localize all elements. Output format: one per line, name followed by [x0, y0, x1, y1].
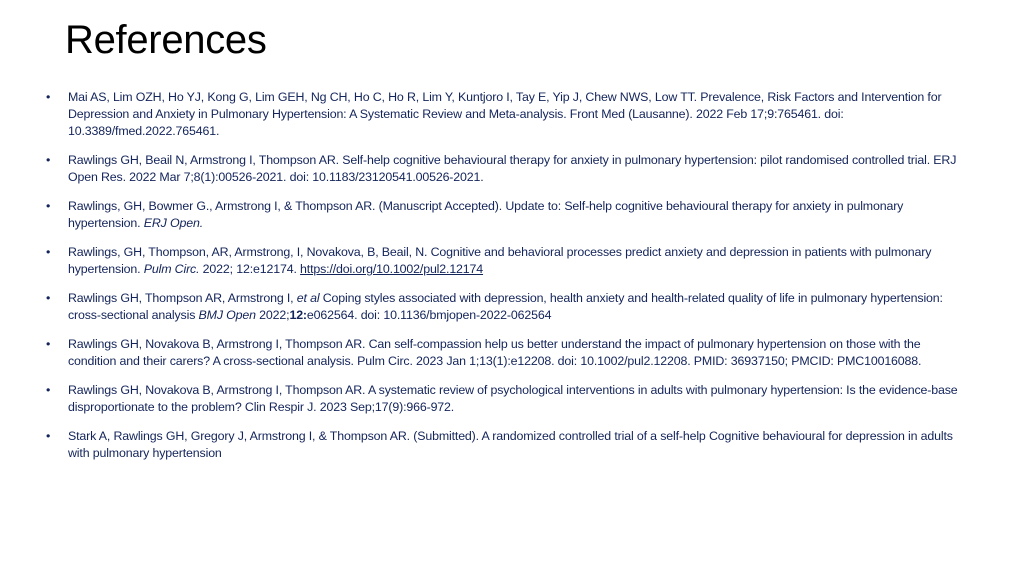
bullet-icon: •	[46, 199, 51, 213]
reference-text: Coping styles associated with depression, health anxiety and health-related quality of life in pulmonary hypertension: cross-sectional analysis	[68, 291, 943, 322]
reference-item	[46, 198, 971, 232]
reference-citation: e062564. doi: 10.1136/bmjopen-2022-062564	[306, 308, 552, 322]
reference-citation: 2022; 12:e12174.	[199, 262, 301, 276]
reference-list	[46, 89, 971, 474]
doi-link[interactable]: https://doi.org/10.1002/pul2.12174	[300, 262, 484, 276]
reference-text: Rawlings, GH, Bowmer G., Armstrong I, & Thompson AR. (Manuscript Accepted). Update to: Self-help cognitive behavioural therapy for anxiety in pulmonary hypertension.	[68, 199, 904, 230]
bullet-icon: •	[46, 153, 51, 167]
reference-text: Rawlings GH, Beail N, Armstrong I, Thompson AR. Self-help cognitive behavioural therapy for anxiety in pulmonary hypertension: pilot randomised controlled trial. ERJ Open Res. 2022 Mar 7;8(1):00526-2021. doi: 10.1183/23120541.00526-2021.	[68, 153, 957, 184]
slide-title: References	[65, 18, 267, 62]
bullet-icon: •	[46, 337, 51, 351]
reference-text: Rawlings GH, Novakova B, Armstrong I, Thompson AR. A systematic review of psychological interventions in adults with pulmonary hypertension: Is the evidence-base disproportionate to the problem? Clin Respir J. 2023 Sep;17(9):966-972.	[68, 383, 958, 414]
bullet-icon: •	[46, 90, 51, 104]
reference-item	[46, 428, 971, 462]
bullet-icon: •	[46, 291, 51, 305]
reference-text: Rawlings, GH, Thompson, AR, Armstrong, I, Novakova, B, Beail, N. Cognitive and behavioral processes predict anxiety and depression in patients with pulmonary hypertension.	[68, 245, 932, 276]
reference-volume: 12:	[289, 308, 307, 322]
reference-item	[46, 152, 971, 186]
reference-authors: Rawlings GH, Thompson AR, Armstrong I,	[68, 291, 297, 305]
reference-item	[46, 382, 971, 416]
et-al: et al	[296, 291, 320, 305]
reference-item	[46, 290, 971, 324]
reference-text: Stark A, Rawlings GH, Gregory J, Armstrong I, & Thompson AR. (Submitted). A randomized controlled trial of a self-help Cognitive behavioural for depression in adults with pulmonary hypertension	[68, 429, 953, 460]
bullet-icon: •	[46, 245, 51, 259]
reference-year: 2022;	[255, 308, 290, 322]
reference-text: Mai AS, Lim OZH, Ho YJ, Kong G, Lim GEH, Ng CH, Ho C, Ho R, Lim Y, Kuntjoro I, Tay E, Yip J, Chew NWS, Low TT. Prevalence, Risk Factors and Intervention for Depression and Anxiety in Pulmonary Hypertension: A Systematic Review and Meta-analysis. Front Med (Lausanne). 2022 Feb 17;9:765461. doi: 10.3389/fmed.2022.765461.	[68, 90, 942, 138]
bullet-icon: •	[46, 429, 51, 443]
reference-text: Rawlings GH, Novakova B, Armstrong I, Thompson AR. Can self-compassion help us better understand the impact of pulmonary hypertension on those with the condition and their carers? A cross-sectional analysis. Pulm Circ. 2023 Jan 1;13(1):e12208. doi: 10.1002/pul2.12208. PMID: 36937150; PMCID: PMC10016088.	[68, 337, 922, 368]
reference-item	[46, 89, 971, 140]
reference-item	[46, 336, 971, 370]
journal-name: ERJ Open.	[143, 216, 204, 230]
journal-name: Pulm Circ.	[143, 262, 200, 276]
bullet-icon: •	[46, 383, 51, 397]
reference-item	[46, 244, 971, 278]
journal-name: BMJ Open	[198, 308, 256, 322]
